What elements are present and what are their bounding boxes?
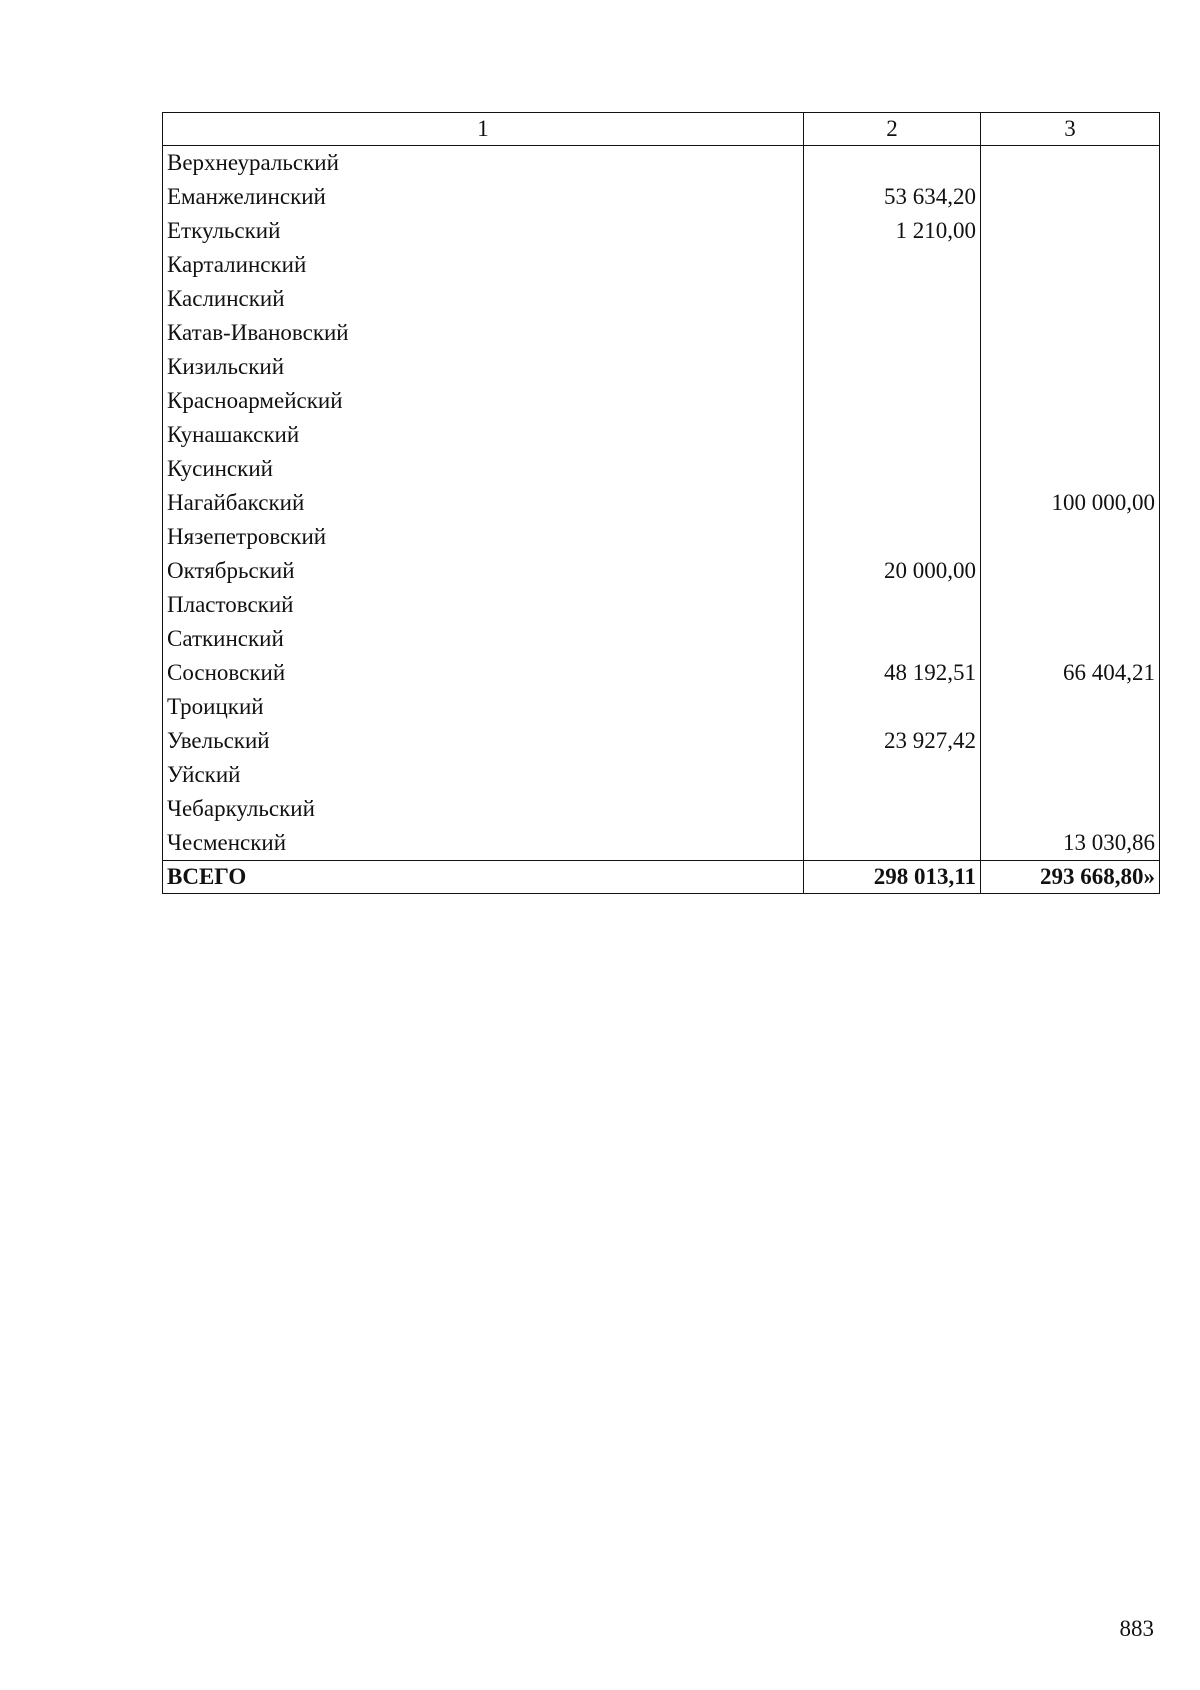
table-total-row [163, 861, 1160, 894]
value-col2: 1 210,00 [804, 214, 981, 248]
table-header-row [163, 113, 1160, 146]
table-body [163, 146, 1160, 861]
value-col3 [981, 690, 1160, 724]
total-col3: 293 668,80» [981, 861, 1160, 894]
value-col3 [981, 520, 1160, 554]
value-col3 [981, 724, 1160, 758]
table-row [163, 622, 1160, 656]
table-row [163, 146, 1160, 181]
table-row [163, 826, 1160, 861]
value-col3 [981, 316, 1160, 350]
value-col3: 100 000,00 [981, 486, 1160, 520]
table-row [163, 418, 1160, 452]
value-col3 [981, 384, 1160, 418]
column-header-3: 3 [981, 113, 1160, 146]
value-col2 [804, 588, 981, 622]
district-name: Нагайбакский [163, 486, 804, 520]
value-col3 [981, 248, 1160, 282]
value-col2 [804, 758, 981, 792]
value-col2 [804, 690, 981, 724]
value-col2 [804, 486, 981, 520]
value-col2 [804, 248, 981, 282]
value-col2: 20 000,00 [804, 554, 981, 588]
table-row [163, 554, 1160, 588]
district-name: Чесменский [163, 826, 804, 861]
value-col3 [981, 418, 1160, 452]
table-row [163, 656, 1160, 690]
district-name: Троицкий [163, 690, 804, 724]
value-col2: 48 192,51 [804, 656, 981, 690]
value-col3 [981, 622, 1160, 656]
table-row [163, 486, 1160, 520]
value-col3 [981, 146, 1160, 181]
column-header-2: 2 [804, 113, 981, 146]
district-name: Уйский [163, 758, 804, 792]
value-col3 [981, 214, 1160, 248]
value-col3: 13 030,86 [981, 826, 1160, 861]
district-name: Сосновский [163, 656, 804, 690]
value-col2 [804, 384, 981, 418]
district-name: Катав-Ивановский [163, 316, 804, 350]
table-row [163, 350, 1160, 384]
value-col2 [804, 282, 981, 316]
district-name: Увельский [163, 724, 804, 758]
district-name: Еткульский [163, 214, 804, 248]
value-col2 [804, 418, 981, 452]
table-row [163, 316, 1160, 350]
budget-table [162, 112, 1160, 894]
district-name: Красноармейский [163, 384, 804, 418]
district-name: Чебаркульский [163, 792, 804, 826]
value-col2 [804, 520, 981, 554]
district-name: Карталинский [163, 248, 804, 282]
value-col3 [981, 758, 1160, 792]
district-name: Верхнеуральский [163, 146, 804, 181]
value-col2: 53 634,20 [804, 180, 981, 214]
table-row [163, 452, 1160, 486]
value-col3 [981, 452, 1160, 486]
table-row [163, 384, 1160, 418]
district-name: Октябрьский [163, 554, 804, 588]
value-col2 [804, 350, 981, 384]
district-name: Еманжелинский [163, 180, 804, 214]
value-col2 [804, 146, 981, 181]
table-row [163, 282, 1160, 316]
value-col3 [981, 350, 1160, 384]
value-col2 [804, 622, 981, 656]
total-label: ВСЕГО [163, 861, 804, 894]
district-name: Пластовский [163, 588, 804, 622]
value-col2 [804, 452, 981, 486]
value-col3 [981, 588, 1160, 622]
table-row [163, 520, 1160, 554]
value-col3 [981, 282, 1160, 316]
value-col3 [981, 180, 1160, 214]
district-name: Нязепетровский [163, 520, 804, 554]
table-row [163, 690, 1160, 724]
table-row [163, 792, 1160, 826]
value-col3 [981, 792, 1160, 826]
table-row [163, 248, 1160, 282]
table-row [163, 180, 1160, 214]
value-col2 [804, 826, 981, 861]
table-row [163, 724, 1160, 758]
value-col2: 23 927,42 [804, 724, 981, 758]
column-header-1: 1 [163, 113, 804, 146]
value-col3 [981, 554, 1160, 588]
district-name: Каслинский [163, 282, 804, 316]
district-name: Кизильский [163, 350, 804, 384]
table-row [163, 214, 1160, 248]
district-name: Саткинский [163, 622, 804, 656]
district-name: Кусинский [163, 452, 804, 486]
district-name: Кунашакский [163, 418, 804, 452]
value-col2 [804, 316, 981, 350]
page-number: 883 [1119, 1616, 1154, 1641]
table-row [163, 758, 1160, 792]
total-col2: 298 013,11 [804, 861, 981, 894]
value-col2 [804, 792, 981, 826]
value-col3: 66 404,21 [981, 656, 1160, 690]
table-row [163, 588, 1160, 622]
